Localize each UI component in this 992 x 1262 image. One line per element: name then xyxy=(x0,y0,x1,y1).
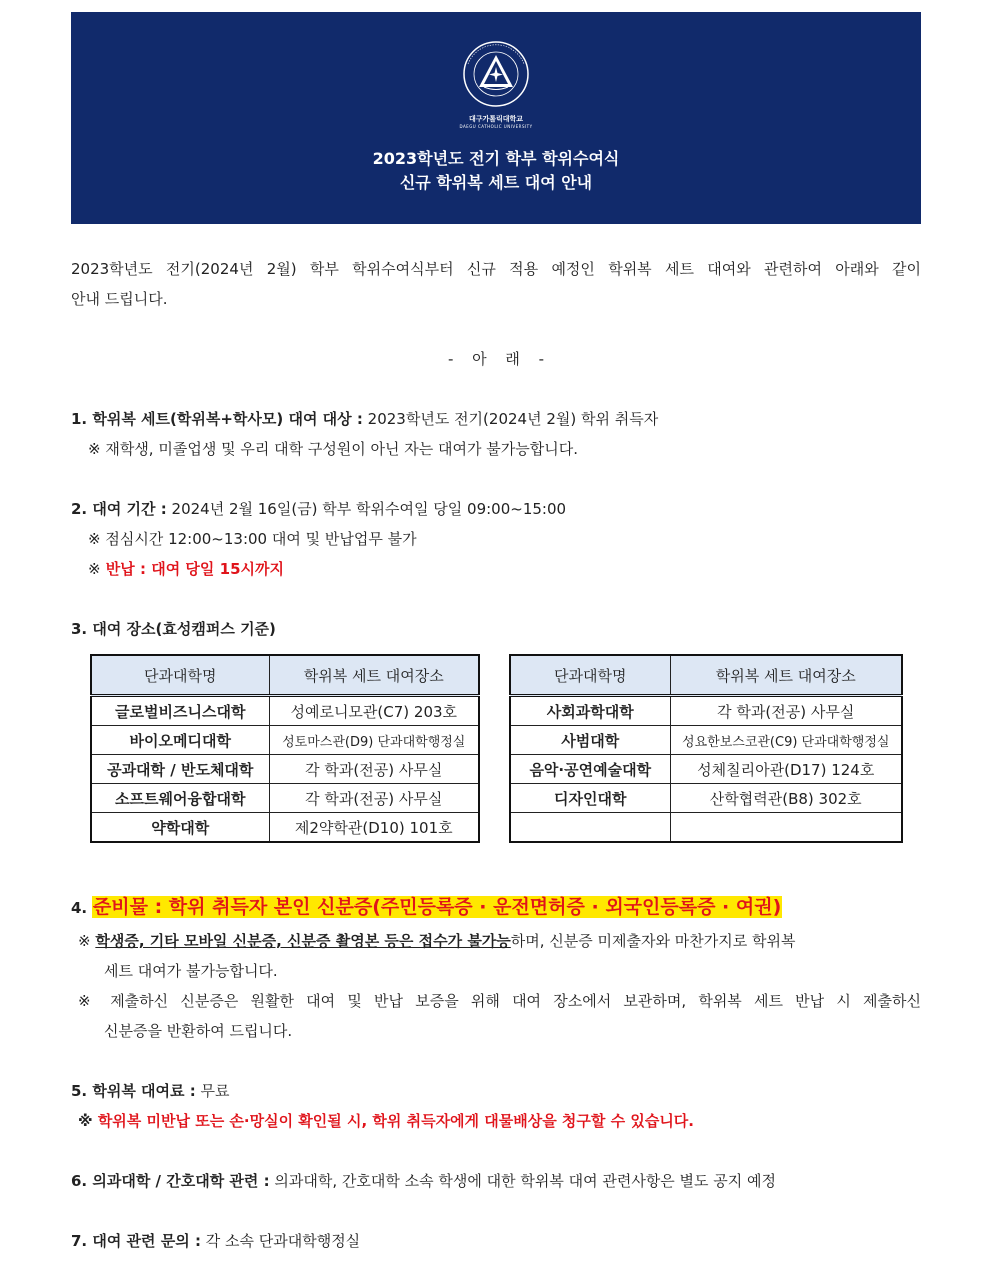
section-4-note2: ※ 제출하신 신분증은 원활한 대여 및 반납 보증을 위해 대여 장소에서 보관하며, 학위복 세트 반납 시 제출하신 xyxy=(78,992,921,1010)
section-2 xyxy=(71,494,921,524)
venue-name: 각 학과(전공) 사무실 xyxy=(269,755,479,784)
college-name: 사범대학 xyxy=(510,726,670,755)
section-7-body: 각 소속 단과대학행정실 xyxy=(200,1232,361,1250)
venue-name xyxy=(670,813,902,843)
section-2-body: 2024년 2월 16일(금) 학부 학위수여일 당일 09:00~15:00 xyxy=(166,500,567,518)
section-1-body: 2023학년도 전기(2024년 2월) 학위 취득자 xyxy=(362,410,659,428)
return-deadline: 반납 : 대여 당일 15시까지 xyxy=(100,560,284,578)
section-1 xyxy=(71,404,921,434)
note-mark: ※ xyxy=(78,932,91,950)
venue-table-right xyxy=(509,654,903,843)
section-6-head: 6. 의과대학 / 간호대학 관련 : xyxy=(71,1172,270,1190)
section-2-note2 xyxy=(88,554,938,584)
section-2-note1: ※ 점심시간 12:00~13:00 대여 및 반납업무 불가 xyxy=(88,530,417,548)
university-seal-icon xyxy=(462,40,530,108)
section-5-note xyxy=(78,1106,928,1136)
table-row xyxy=(91,755,479,784)
section-4-note1 xyxy=(78,926,921,956)
table-header-row xyxy=(510,655,902,696)
section-1-head: 1. 학위복 세트(학위복+학사모) 대여 대상 : xyxy=(71,410,363,428)
college-name: 바이오메디대학 xyxy=(91,726,269,755)
col-header-college: 단과대학명 xyxy=(510,655,670,696)
note-mark: ※ xyxy=(78,1112,93,1130)
college-name xyxy=(510,813,670,843)
venue-name: 성예로니모관(C7) 203호 xyxy=(269,696,479,726)
venue-name: 성체칠리아관(D17) 124호 xyxy=(670,755,902,784)
table-row xyxy=(510,696,902,726)
table-row xyxy=(91,726,479,755)
table-row xyxy=(91,696,479,726)
venue-name: 성토마스관(D9) 단과대학행정실 xyxy=(269,726,479,755)
section-7-head: 7. 대여 관련 문의 : xyxy=(71,1232,201,1250)
section-7 xyxy=(71,1226,921,1256)
section-5-head: 5. 학위복 대여료 : xyxy=(71,1082,196,1100)
section-6 xyxy=(71,1166,921,1196)
section-4-note2-line2: 신분증을 반환하여 드립니다. xyxy=(104,1022,293,1040)
section-4-head: 준비물 : 학위 취득자 본인 신분증(주민등록증 · 운전면허증 · 외국인등록증 · 여권) xyxy=(92,896,782,918)
table-header-row xyxy=(91,655,479,696)
section-5 xyxy=(71,1076,921,1106)
table-row xyxy=(510,813,902,843)
college-name: 공과대학 / 반도체대학 xyxy=(91,755,269,784)
venue-name: 성요한보스코관(C9) 단과대학행정실 xyxy=(670,726,902,755)
section-1-note: ※ 재학생, 미졸업생 및 우리 대학 구성원이 아닌 자는 대여가 불가능합니다. xyxy=(88,440,578,458)
college-name: 음악·공연예술대학 xyxy=(510,755,670,784)
college-name: 글로벌비즈니스대학 xyxy=(91,696,269,726)
table-row xyxy=(91,784,479,813)
note1-rest: 하며, 신분증 미제출자와 마찬가지로 학위복 xyxy=(510,932,796,950)
section-4 xyxy=(71,892,921,923)
college-name: 사회과학대학 xyxy=(510,696,670,726)
venue-table-left xyxy=(90,654,480,843)
college-name: 약학대학 xyxy=(91,813,269,843)
venue-name: 제2약학관(D10) 101호 xyxy=(269,813,479,843)
section-3-head: 3. 대여 장소(효성캠퍼스 기준) xyxy=(71,620,276,638)
venue-name: 각 학과(전공) 사무실 xyxy=(670,696,902,726)
college-name: 소프트웨어융합대학 xyxy=(91,784,269,813)
intro-line1: 2023학년도 전기(2024년 2월) 학부 학위수여식부터 신규 적용 예정인 학위복 세트 대여와 관련하여 아래와 같이 xyxy=(71,260,921,278)
section-4-note1-line2: 세트 대여가 불가능합니다. xyxy=(104,962,278,980)
table-row xyxy=(510,755,902,784)
college-name: 디자인대학 xyxy=(510,784,670,813)
section-5-body: 무료 xyxy=(195,1082,230,1100)
table-row xyxy=(91,813,479,843)
venue-name: 산학협력관(B8) 302호 xyxy=(670,784,902,813)
section-6-body: 의과대학, 간호대학 소속 학생에 대한 학위복 대여 관련사항은 별도 공지 예정 xyxy=(269,1172,777,1190)
section-2-head: 2. 대여 기간 : xyxy=(71,500,167,518)
col-header-college: 단과대학명 xyxy=(91,655,269,696)
logo-text-ko: 대구가톨릭대학교 xyxy=(468,115,524,123)
intro-line2: 안내 드립니다. xyxy=(71,290,168,308)
banner-title-line2: 신규 학위복 세트 대여 안내 xyxy=(399,173,593,192)
col-header-venue: 학위복 세트 대여장소 xyxy=(269,655,479,696)
section-4-num: 4. xyxy=(71,899,88,917)
col-header-venue: 학위복 세트 대여장소 xyxy=(670,655,902,696)
id-not-accepted: 학생증, 기타 모바일 신분증, 신분증 촬영본 등은 접수가 불가능 xyxy=(95,932,511,950)
table-row xyxy=(510,784,902,813)
note-mark: ※ xyxy=(88,560,101,578)
table-row xyxy=(510,726,902,755)
logo-text-en: DAEGU CATHOLIC UNIVERSITY xyxy=(459,124,533,129)
venue-name: 각 학과(전공) 사무실 xyxy=(269,784,479,813)
banner-title-line1: 2023학년도 전기 학부 학위수여식 xyxy=(372,149,620,168)
separator: - 아 래 - xyxy=(447,350,545,368)
damage-compensation-note: 학위복 미반납 또는 손·망실이 확인될 시, 학위 취득자에게 대물배상을 청구할 수 있습니다. xyxy=(92,1112,694,1130)
header-banner xyxy=(71,12,921,224)
